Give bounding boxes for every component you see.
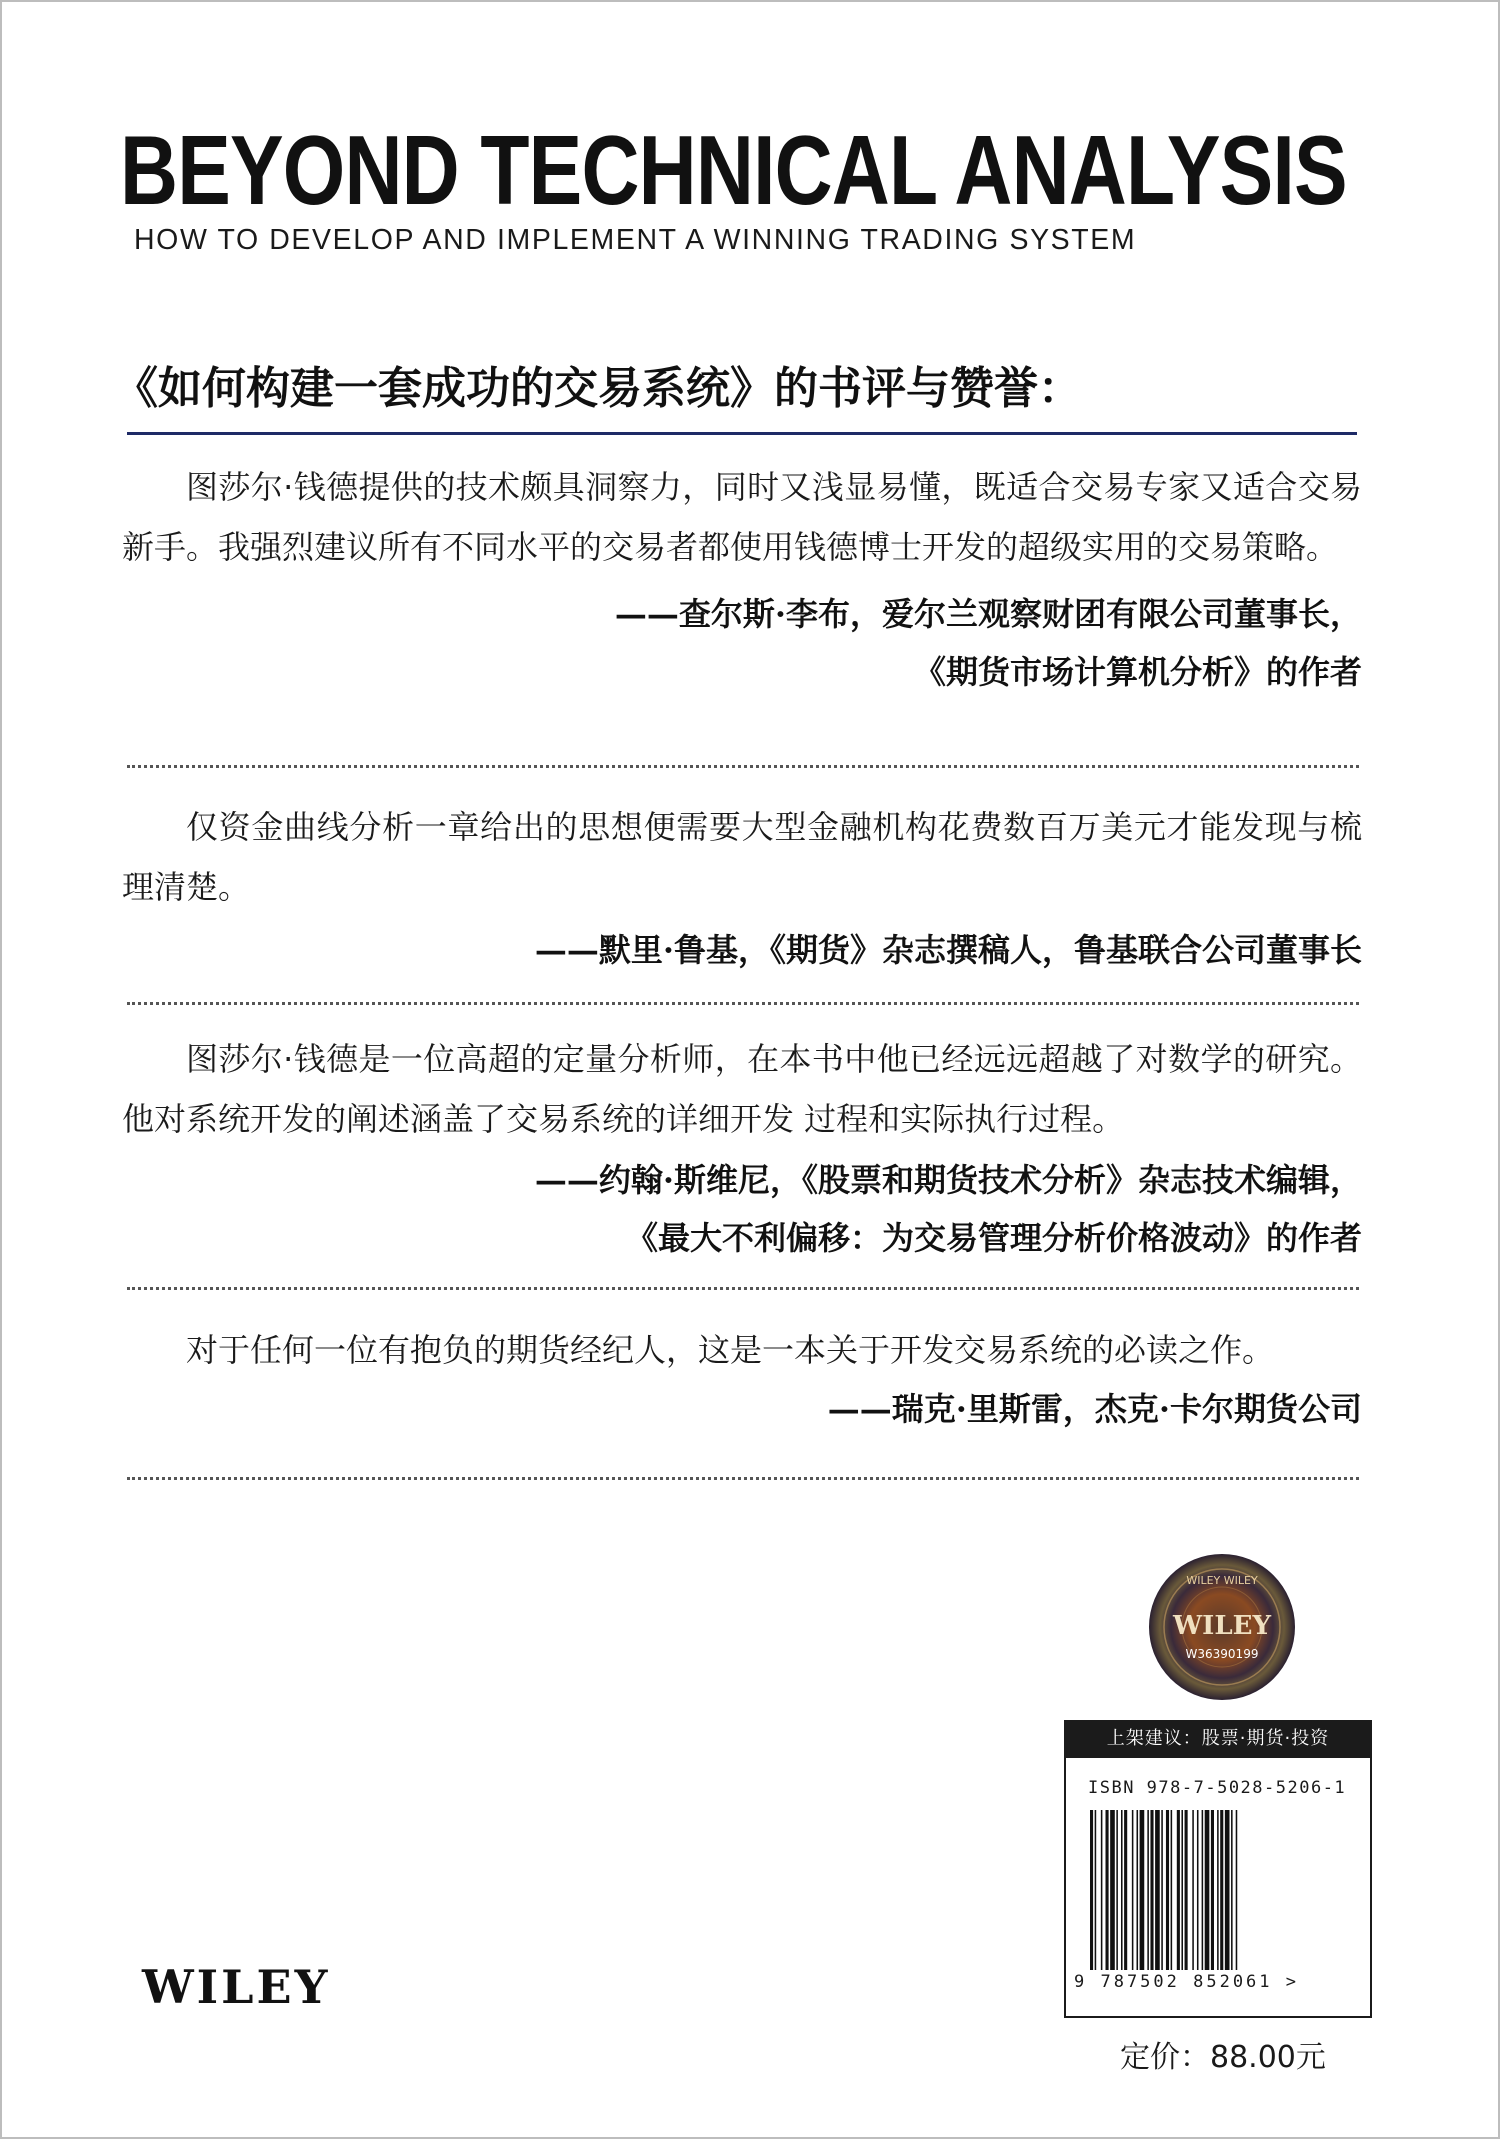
publisher-logo: WILEY xyxy=(142,1960,331,2014)
barcode-icon xyxy=(1088,1810,1356,1970)
barcode-stripe xyxy=(1225,1810,1230,1970)
review-attribution: ——默里·鲁基，《期货》杂志撰稿人，鲁基联合公司董事长 xyxy=(534,931,1362,969)
barcode-stripe xyxy=(1231,1810,1233,1970)
dotted-divider xyxy=(127,1002,1359,1005)
barcode-stripe xyxy=(1220,1810,1223,1970)
hologram-ring-text: WILEY WILEY xyxy=(1186,1574,1258,1587)
heading-divider xyxy=(127,432,1357,435)
barcode-stripe xyxy=(1137,1810,1139,1970)
barcode-stripe xyxy=(1205,1810,1210,1970)
isbn-number: ISBN 978-7-5028-5206-1 xyxy=(1088,1778,1347,1798)
barcode-stripe xyxy=(1110,1810,1115,1970)
review-3 xyxy=(122,1029,1362,1267)
barcode-stripe xyxy=(1197,1810,1199,1970)
barcode-stripe xyxy=(1132,1810,1134,1970)
barcode-stripe xyxy=(1202,1810,1204,1970)
barcode-stripe xyxy=(1236,1810,1238,1970)
barcode-stripe xyxy=(1140,1810,1145,1970)
review-text: 仅资金曲线分析一章给出的思想便需要大型金融机构花费数百万美元才能发现与梳理清楚。 xyxy=(122,808,1362,906)
review-text: 图莎尔·钱德是一位高超的定量分析师，在本书中他已经远远超越了对数学的研究。他对系统开发的阐述涵盖了交易系统的详细开发 过程和实际执行过程。 xyxy=(122,1040,1362,1138)
barcode-stripe xyxy=(1177,1810,1180,1970)
barcode-stripe xyxy=(1124,1810,1127,1970)
book-title: BEYOND TECHNICAL ANALYSIS xyxy=(120,115,1347,225)
barcode-digits: 9 787502 852061 > xyxy=(1074,1972,1299,1992)
barcode-stripe xyxy=(1101,1810,1103,1970)
dotted-divider xyxy=(127,1477,1359,1480)
barcode-stripe xyxy=(1121,1810,1123,1970)
dotted-divider xyxy=(127,1287,1359,1290)
review-attribution: ——查尔斯·李布，爱尔兰观察财团有限公司董事长， xyxy=(614,595,1362,633)
barcode-stripe xyxy=(1150,1810,1153,1970)
shelf-category-label: 上架建议：股票·期货·投资 xyxy=(1064,1720,1372,1758)
barcode-stripe xyxy=(1181,1810,1183,1970)
barcode-stripe xyxy=(1116,1810,1118,1970)
review-attribution: 《最大不利偏移：为交易管理分析价格波动》的作者 xyxy=(625,1219,1362,1257)
review-attribution: ——约翰·斯维尼，《股票和期货技术分析》杂志技术编辑， xyxy=(534,1161,1362,1199)
review-text: 图莎尔·钱德提供的技术颇具洞察力，同时又浅显易懂，既适合交易专家又适合交易新手。我强烈建议所有不同水平的交易者都使用钱德博士开发的超级实用的交易策略。 xyxy=(122,468,1362,566)
barcode-stripe xyxy=(1185,1810,1188,1970)
book-subtitle: HOW TO DEVELOP AND IMPLEMENT A WINNING TRADING SYSTEM xyxy=(134,224,1137,256)
barcode-stripe xyxy=(1171,1810,1173,1970)
barcode-stripe xyxy=(1095,1810,1097,1970)
barcode-stripe xyxy=(1106,1810,1109,1970)
review-2 xyxy=(122,797,1362,979)
review-text: 对于任何一位有抱负的期货经纪人，这是一本关于开发交易系统的必读之作。 xyxy=(186,1331,1275,1369)
review-1 xyxy=(122,457,1362,701)
review-attribution: 《期货市场计算机分析》的作者 xyxy=(913,653,1362,691)
barcode-stripe xyxy=(1155,1810,1160,1970)
barcode-stripe xyxy=(1161,1810,1163,1970)
price-label: 定价：88.00元 xyxy=(1120,2040,1326,2075)
dotted-divider xyxy=(127,765,1359,768)
barcode-stripe xyxy=(1192,1810,1194,1970)
barcode-stripe xyxy=(1211,1810,1214,1970)
reviews-heading: 《如何构建一套成功的交易系统》的书评与赞誉： xyxy=(114,363,1082,414)
barcode-stripe xyxy=(1217,1810,1219,1970)
hologram-serial: W36390199 xyxy=(1185,1647,1259,1661)
wiley-hologram-seal xyxy=(1147,1552,1297,1702)
barcode-stripe xyxy=(1090,1810,1093,1970)
barcode-panel xyxy=(1064,1758,1372,2018)
barcode-stripe xyxy=(1147,1810,1149,1970)
review-4 xyxy=(122,1320,1362,1438)
barcode-stripe xyxy=(1166,1810,1169,1970)
review-attribution: ——瑞克·里斯雷，杰克·卡尔期货公司 xyxy=(827,1390,1362,1428)
hologram-brand: WILEY xyxy=(1172,1611,1272,1641)
